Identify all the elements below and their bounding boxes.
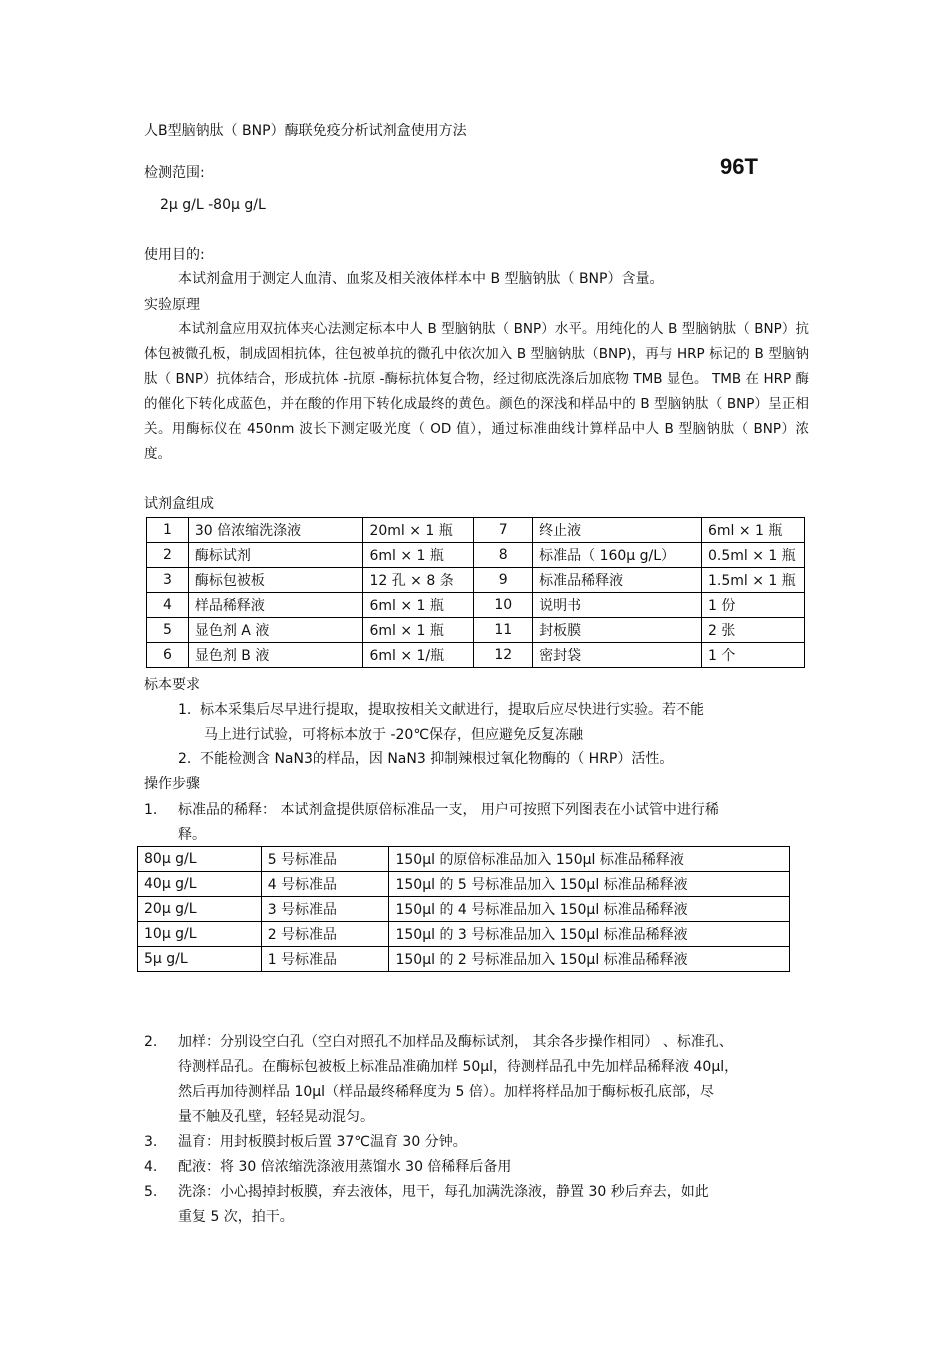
table-row: [138, 947, 790, 972]
table-cell: 5μ g/L: [138, 947, 262, 972]
list-text: 重复 5 次，拍干。: [178, 1209, 294, 1225]
table-cell: 6: [147, 643, 189, 668]
table-cell: 4: [147, 593, 189, 618]
principle-heading: 实验原理: [144, 297, 200, 313]
table-cell: 20μ g/L: [138, 897, 262, 922]
table-cell: 1: [147, 518, 189, 543]
table-cell: 标准品（ 160μ g/L）: [533, 543, 702, 568]
table-cell: 6ml × 1/瓶: [363, 643, 474, 668]
list-text: 待测样品孔。在酶标包被板上标准品准确加样 50μl，待测样品孔中先加样品稀释液 40μl，: [178, 1059, 739, 1075]
table-cell: 40μ g/L: [138, 872, 262, 897]
table-cell: 11: [474, 618, 533, 643]
list-number: 2.: [178, 751, 192, 767]
list-text: 量不触及孔壁，轻轻晃动混匀。: [178, 1109, 374, 1125]
table-cell: 12: [474, 643, 533, 668]
step-1: [144, 798, 719, 848]
list-item: [144, 1030, 738, 1055]
step-3: [144, 1130, 467, 1155]
steps-heading: 操作步骤: [144, 776, 200, 792]
step-4: [144, 1155, 511, 1180]
sample-heading: 标本要求: [144, 677, 200, 693]
kit-size-badge: 96T: [720, 154, 758, 179]
table-row: [147, 518, 805, 543]
table-cell: 酶标试剂: [188, 543, 363, 568]
list-item-continuation: [178, 723, 704, 747]
list-text: 释。: [178, 827, 206, 843]
list-text: 马上进行试验，可将标本放于 -20℃保存，但应避免反复冻融: [204, 727, 584, 743]
table-cell: 标准品稀释液: [533, 568, 702, 593]
table-cell: 12 孔 × 8 条: [363, 568, 474, 593]
list-number: 5.: [144, 1184, 158, 1200]
table-cell: 1 号标准品: [261, 947, 389, 972]
table-cell: 0.5ml × 1 瓶: [701, 543, 804, 568]
table-cell: 1 份: [701, 593, 804, 618]
sample-requirements: [178, 698, 704, 771]
table-row: [138, 847, 790, 872]
list-text: 温育：用封板膜封板后置 37℃温育 30 分钟。: [178, 1134, 467, 1150]
principle-text: 本试剂盒应用双抗体夹心法测定标本中人 B 型脑钠肽（ BNP）水平。用纯化的人 B 型脑钠肽（ BNP）抗体包被微孔板，制成固相抗体，往包被单抗的微孔中依次加入 B 型脑钠肽（BNP)，再与 HRP 标记的 B 型脑钠肽（ BNP）抗体结合，形成抗体 -抗原 -酶标抗体复合物，经过彻底洗涤后加底物 TMB 显色。 TMB 在 HRP 酶的催化下转化成蓝色，并在酸的作用下转化成最终的黄色。颜色的深浅和样品中的 B 型脑钠肽（ BNP）呈正相关。用酶标仪在 450nm 波长下测定吸光度（ OD 值），通过标准曲线计算样品中人 B 型脑钠肽（ BNP）浓度。: [144, 321, 809, 462]
list-item-continuation: [144, 1080, 738, 1105]
table-cell: 密封袋: [533, 643, 702, 668]
purpose-text: 本试剂盒用于测定人血清、血浆及相关液体样本中 B 型脑钠肽（ BNP）含量。: [178, 271, 664, 287]
table-cell: 2: [147, 543, 189, 568]
table-cell: 2 张: [701, 618, 804, 643]
list-item: [144, 1130, 467, 1155]
table-cell: 6ml × 1 瓶: [363, 618, 474, 643]
table-cell: 2 号标准品: [261, 922, 389, 947]
kit-heading: 试剂盒组成: [144, 496, 214, 512]
list-text: 加样：分别设空白孔（空白对照孔不加样品及酶标试剂， 其余各步操作相同） 、标准孔、: [178, 1034, 733, 1050]
table-cell: 3: [147, 568, 189, 593]
table-cell: 8: [474, 543, 533, 568]
table-cell: 样品稀释液: [188, 593, 363, 618]
purpose-heading: 使用目的:: [144, 247, 205, 263]
list-text: 标本采集后尽早进行提取，提取按相关文献进行，提取后应尽快进行实验。若不能: [200, 702, 704, 718]
list-item-continuation: [144, 1055, 738, 1080]
table-cell: 1 个: [701, 643, 804, 668]
list-item: [178, 747, 704, 771]
table-cell: 封板膜: [533, 618, 702, 643]
list-number: 1.: [144, 802, 158, 818]
list-item: [144, 1155, 511, 1180]
table-cell: 150μl 的 3 号标准品加入 150μl 标准品稀释液: [389, 922, 790, 947]
step-5: [144, 1180, 709, 1230]
table-cell: 5 号标准品: [261, 847, 389, 872]
table-cell: 9: [474, 568, 533, 593]
table-cell: 20ml × 1 瓶: [363, 518, 474, 543]
table-cell: 80μ g/L: [138, 847, 262, 872]
table-row: [138, 897, 790, 922]
table-cell: 150μl 的 4 号标准品加入 150μl 标准品稀释液: [389, 897, 790, 922]
table-row: [147, 593, 805, 618]
list-text: 然后再加待测样品 10μl（样品最终稀释度为 5 倍）。加样将样品加于酶标板孔底部，尽: [178, 1084, 714, 1100]
list-item-continuation: [144, 823, 719, 848]
table-row: [147, 568, 805, 593]
table-cell: 1.5ml × 1 瓶: [701, 568, 804, 593]
table-row: [147, 543, 805, 568]
table-cell: 显色剂 B 液: [188, 643, 363, 668]
list-text: 洗涤：小心揭掉封板膜，弃去液体，甩干，每孔加满洗涤液，静置 30 秒后弃去，如此: [178, 1184, 709, 1200]
table-cell: 6ml × 1 瓶: [363, 593, 474, 618]
detection-range-value: 2μ g/L -80μ g/L: [160, 197, 266, 213]
table-row: [138, 922, 790, 947]
list-text: 不能检测含 NaN3的样品，因 NaN3 抑制辣根过氧化物酶的（ HRP）活性。: [200, 751, 674, 767]
table-row: [147, 643, 805, 668]
list-item-continuation: [144, 1105, 738, 1130]
dilution-table: [137, 846, 790, 972]
table-cell: 6ml × 1 瓶: [363, 543, 474, 568]
list-item-continuation: [144, 1205, 709, 1230]
list-number: 3.: [144, 1134, 158, 1150]
table-cell: 150μl 的 5 号标准品加入 150μl 标准品稀释液: [389, 872, 790, 897]
table-cell: 10: [474, 593, 533, 618]
list-number: 4.: [144, 1159, 158, 1175]
table-cell: 酶标包被板: [188, 568, 363, 593]
document-title: 人B型脑钠肽（ BNP）酶联免疫分析试剂盒使用方法: [144, 123, 467, 139]
list-item: [144, 1180, 709, 1205]
list-text: 配液：将 30 倍浓缩洗涤液用蒸馏水 30 倍稀释后备用: [178, 1159, 512, 1175]
list-number: 1.: [178, 702, 192, 718]
list-number: 2.: [144, 1034, 158, 1050]
list-item: [178, 698, 704, 723]
list-item: [144, 798, 719, 823]
table-cell: 150μl 的 2 号标准品加入 150μl 标准品稀释液: [389, 947, 790, 972]
table-row: [147, 618, 805, 643]
table-cell: 5: [147, 618, 189, 643]
table-cell: 3 号标准品: [261, 897, 389, 922]
table-cell: 7: [474, 518, 533, 543]
table-cell: 6ml × 1 瓶: [701, 518, 804, 543]
kit-components-table: [146, 517, 805, 668]
detection-range-label: 检测范围:: [144, 165, 205, 181]
table-cell: 说明书: [533, 593, 702, 618]
table-cell: 终止液: [533, 518, 702, 543]
table-cell: 显色剂 A 液: [188, 618, 363, 643]
table-cell: 4 号标准品: [261, 872, 389, 897]
table-cell: 150μl 的原倍标准品加入 150μl 标准品稀释液: [389, 847, 790, 872]
table-cell: 30 倍浓缩洗涤液: [188, 518, 363, 543]
list-text: 标准品的稀释： 本试剂盒提供原倍标准品一支， 用户可按照下列图表在小试管中进行稀: [178, 802, 719, 818]
step-2: [144, 1030, 738, 1130]
table-row: [138, 872, 790, 897]
table-cell: 10μ g/L: [138, 922, 262, 947]
